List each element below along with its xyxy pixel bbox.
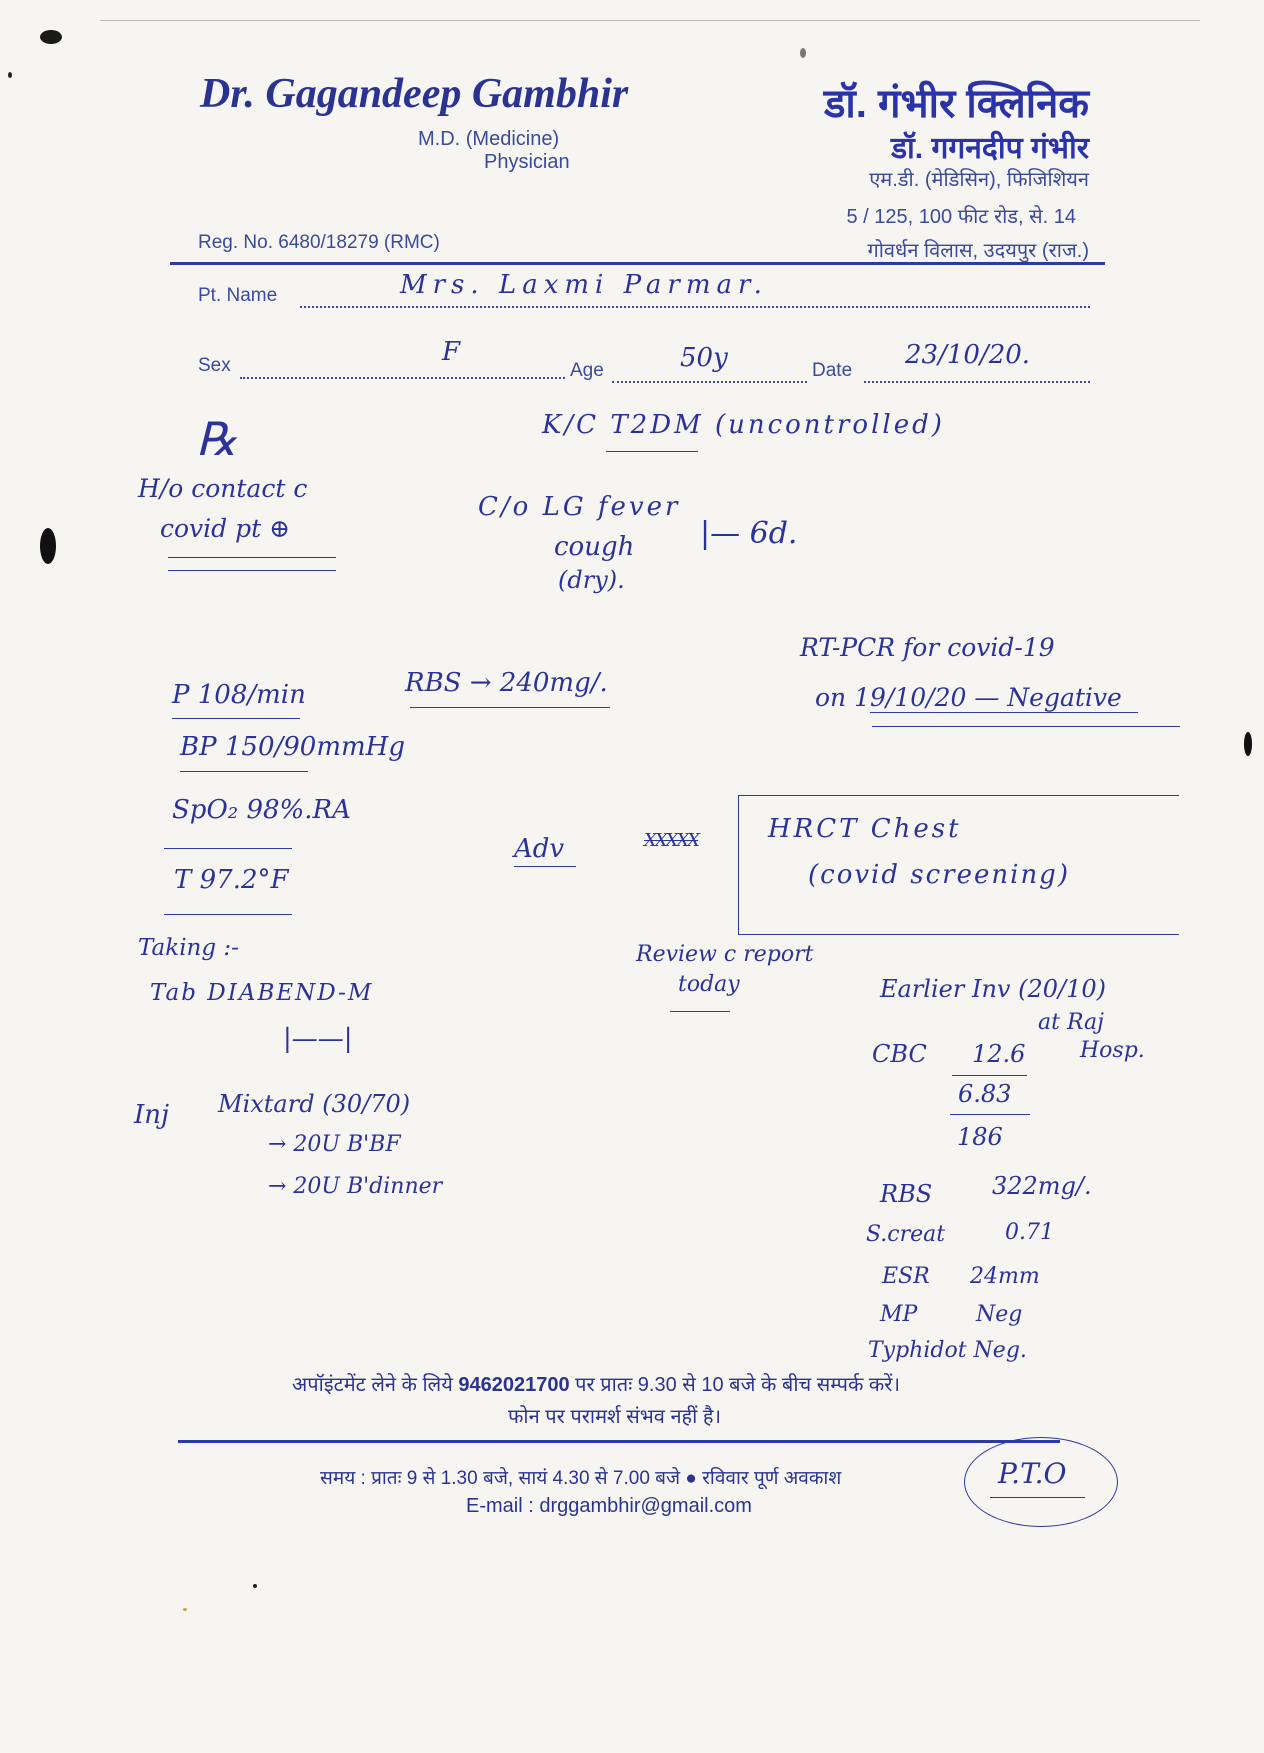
appointment-text-pre: अपॉइंटमेंट लेने के लिये xyxy=(292,1374,459,1396)
rtpcr-underline-1 xyxy=(870,712,1138,713)
esr-value: 24mm xyxy=(970,1264,1040,1289)
typhidot: Typhidot Neg. xyxy=(868,1338,1027,1363)
earlier-inv-place-2: Hosp. xyxy=(1080,1038,1145,1063)
advice-label: Adv xyxy=(514,834,565,864)
rbs-repeat-value: 322mg/. xyxy=(992,1172,1092,1200)
phone-note: फोन पर परामर्श संभव नहीं है। xyxy=(508,1406,722,1428)
pto-text: P.T.O xyxy=(998,1457,1067,1490)
clinic-email: E-mail : drggambhir@gmail.com xyxy=(466,1495,752,1517)
rbs-initial: RBS → 240mg/. xyxy=(405,668,608,698)
review-line-1: Review c report xyxy=(636,942,814,967)
serum-creatinine-label: S.creat xyxy=(866,1222,946,1247)
injection-dose-1: → 20U B'BF xyxy=(268,1132,401,1157)
tablet-dose: |——| xyxy=(283,1024,353,1054)
clinic-name-hi: डॉ. गंभीर क्लिनिक xyxy=(823,82,1089,126)
cbc-label: CBC xyxy=(872,1040,927,1068)
temp-underline xyxy=(164,914,292,915)
age-value: 50y xyxy=(680,343,728,373)
history-line-1: H/o contact c xyxy=(138,474,308,503)
spo2-underline xyxy=(164,848,292,849)
advice-underline xyxy=(514,866,576,867)
patient-name-label: Pt. Name xyxy=(198,285,278,306)
pulse-underline xyxy=(172,718,300,719)
age-line xyxy=(612,381,807,383)
appointment-line xyxy=(292,1370,900,1397)
diagnosis: K/C T2DM (uncontrolled) xyxy=(542,410,945,440)
scan-speck xyxy=(1244,732,1252,756)
scan-speck xyxy=(253,1584,257,1588)
rtpcr-underline-2 xyxy=(872,726,1180,727)
advice-struck-word: XXXXX xyxy=(644,830,699,851)
clinic-timing: समय : प्रातः 9 से 1.30 बजे, सायं 4.30 से 7.00 बजे ● रविवार पूर्ण अवकाश xyxy=(320,1468,842,1489)
serum-creatinine-value: 0.71 xyxy=(1005,1220,1054,1245)
appointment-text-post: पर प्रातः 9.30 से 10 बजे के बीच सम्पर्क करें। xyxy=(569,1374,901,1396)
degree-en: M.D. (Medicine) xyxy=(418,128,560,150)
scan-speck xyxy=(8,72,12,78)
review-underline xyxy=(670,1011,730,1012)
review-line-2: today xyxy=(678,972,740,997)
title-en: Physician xyxy=(484,151,570,173)
rbs-underline xyxy=(410,707,610,708)
mp-label: MP xyxy=(880,1302,918,1327)
history-underline-2 xyxy=(168,570,336,571)
doctor-name-en: Dr. Gagandeep Gambhir xyxy=(200,71,629,117)
scan-speck xyxy=(40,30,62,44)
spo2: SpO₂ 98%.RA xyxy=(172,795,351,825)
scan-speck xyxy=(800,48,806,58)
rx-symbol: ℞ xyxy=(196,412,238,466)
rtpcr-line-2: on 19/10/20 — Negative xyxy=(815,683,1122,712)
address-line-2: गोवर्धन विलास, उदयपुर (राज.) xyxy=(867,240,1089,262)
degree-hi: एम.डी. (मेडिसिन), फिजिशियन xyxy=(869,169,1089,191)
history-underline-1 xyxy=(168,557,336,558)
date-value: 23/10/20. xyxy=(905,340,1031,370)
rbs-repeat-label: RBS xyxy=(880,1180,933,1208)
footer-divider xyxy=(178,1440,1060,1443)
injection-dose-2: → 20U B'dinner xyxy=(268,1174,443,1199)
injection-name: Mixtard (30/70) xyxy=(218,1090,411,1118)
address-line-1: 5 / 125, 100 फीट रोड, से. 14 xyxy=(846,206,1076,228)
pulse: P 108/min xyxy=(172,680,306,710)
cbc-tlc: 6.83 xyxy=(958,1080,1012,1108)
complaint-duration: |— 6d. xyxy=(700,516,798,551)
bp-underline xyxy=(180,771,308,772)
date-line xyxy=(864,381,1090,383)
diagnosis-underline xyxy=(606,451,698,452)
hrct-line-1: HRCT Chest xyxy=(768,814,962,844)
cbc-platelets: 186 xyxy=(957,1123,1003,1151)
complaint-line-1: C/o LG fever xyxy=(478,492,681,522)
doctor-name-hi: डॉ. गगनदीप गंभीर xyxy=(890,132,1089,165)
date-label: Date xyxy=(812,360,853,381)
scan-speck xyxy=(183,1608,187,1611)
earlier-inv-place-1: at Raj xyxy=(1038,1010,1104,1035)
appointment-phone: 9462021700 xyxy=(458,1374,570,1396)
current-tablet: Tab DIABEND-M xyxy=(150,980,374,1006)
cbc-hb: 12.6 xyxy=(972,1040,1026,1068)
complaint-line-2: cough xyxy=(554,532,635,562)
patient-name-value: Mrs. Laxmi Parmar. xyxy=(400,270,768,300)
history-line-2: covid pt ⊕ xyxy=(160,514,291,543)
cbc-hb-rule xyxy=(952,1075,1027,1076)
rtpcr-line-1: RT-PCR for covid-19 xyxy=(800,633,1055,662)
cbc-tlc-rule xyxy=(950,1114,1030,1115)
sex-label: Sex xyxy=(198,355,231,376)
age-label: Age xyxy=(570,360,604,381)
scan-speck xyxy=(40,528,56,564)
reg-number: Reg. No. 6480/18279 (RMC) xyxy=(198,232,440,253)
sex-value: F xyxy=(442,337,461,367)
complaint-line-3: (dry). xyxy=(558,566,625,594)
taking-label: Taking :- xyxy=(138,935,239,961)
earlier-investigations: Earlier Inv (20/10) xyxy=(880,975,1106,1003)
injection-label: Inj xyxy=(134,1100,170,1130)
temperature: T 97.2°F xyxy=(174,865,289,895)
pto-underline xyxy=(990,1497,1085,1498)
patient-name-line xyxy=(300,306,1090,308)
header-divider xyxy=(170,262,1105,265)
hrct-line-2: (covid screening) xyxy=(808,860,1070,890)
blood-pressure: BP 150/90mmHg xyxy=(180,732,405,762)
sex-line xyxy=(240,377,565,379)
mp-value: Neg xyxy=(976,1302,1023,1327)
esr-label: ESR xyxy=(882,1264,930,1289)
